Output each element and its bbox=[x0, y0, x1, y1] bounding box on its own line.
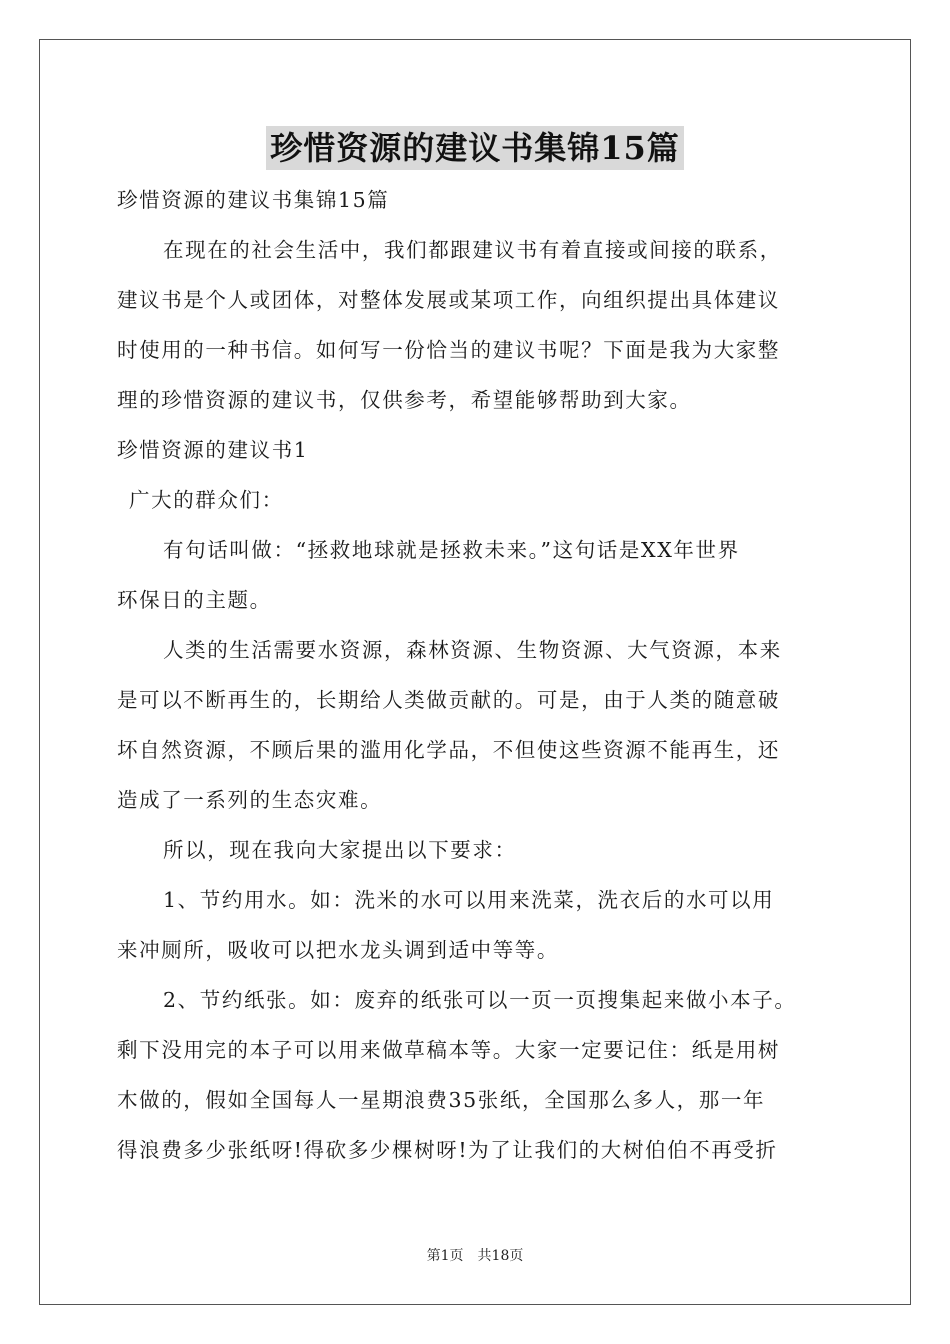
paragraph-line: 是可以不断再生的，长期给人类做贡献的。可是，由于人类的随意破 bbox=[117, 688, 780, 712]
section-heading: 珍惜资源的建议书1 bbox=[117, 438, 309, 462]
page-footer: 第1页 共18页 bbox=[426, 1248, 524, 1264]
document-title: 珍惜资源的建议书集锦15篇 bbox=[266, 126, 684, 170]
list-item-line: 来冲厕所，吸收可以把水龙头调到适中等等。 bbox=[117, 938, 559, 962]
paragraph-line: 在现在的社会生活中，我们都跟建议书有着直接或间接的联系， bbox=[163, 238, 782, 262]
list-item-line: 1、节约用水。如：洗米的水可以用来洗菜，洗衣后的水可以用 bbox=[163, 888, 775, 912]
paragraph-line: 人类的生活需要水资源，森林资源、生物资源、大气资源，本来 bbox=[163, 638, 782, 662]
salutation-line: 广大的群众们： bbox=[129, 488, 284, 512]
paragraph-line: 所以，现在我向大家提出以下要求： bbox=[163, 838, 517, 862]
title-container bbox=[0, 126, 950, 170]
list-item-line: 2、节约纸张。如：废弃的纸张可以一页一页搜集起来做小本子。 bbox=[163, 988, 797, 1012]
paragraph-line: 理的珍惜资源的建议书，仅供参考，希望能够帮助到大家。 bbox=[117, 388, 692, 412]
paragraph-line: 环保日的主题。 bbox=[117, 588, 272, 612]
paragraph-line: 有句话叫做：“拯救地球就是拯救未来。”这句话是XX年世界 bbox=[163, 538, 740, 562]
paragraph-line: 造成了一系列的生态灾难。 bbox=[117, 788, 383, 812]
paragraph-line: 时使用的一种书信。如何写一份恰当的建议书呢？下面是我为大家整 bbox=[117, 338, 780, 362]
document-body bbox=[117, 180, 837, 1180]
list-item-line: 剩下没用完的本子可以用来做草稿本等。大家一定要记住：纸是用树 bbox=[117, 1038, 780, 1062]
list-item-line: 得浪费多少张纸呀!得砍多少棵树呀!为了让我们的大树伯伯不再受折 bbox=[117, 1138, 778, 1162]
paragraph-line: 坏自然资源，不顾后果的滥用化学品，不但使这些资源不能再生，还 bbox=[117, 738, 780, 762]
paragraph-line: 建议书是个人或团体，对整体发展或某项工作，向组织提出具体建议 bbox=[117, 288, 780, 312]
list-item-line: 木做的，假如全国每人一星期浪费35张纸，全国那么多人，那一年 bbox=[117, 1088, 766, 1112]
subtitle-line: 珍惜资源的建议书集锦15篇 bbox=[117, 188, 390, 212]
